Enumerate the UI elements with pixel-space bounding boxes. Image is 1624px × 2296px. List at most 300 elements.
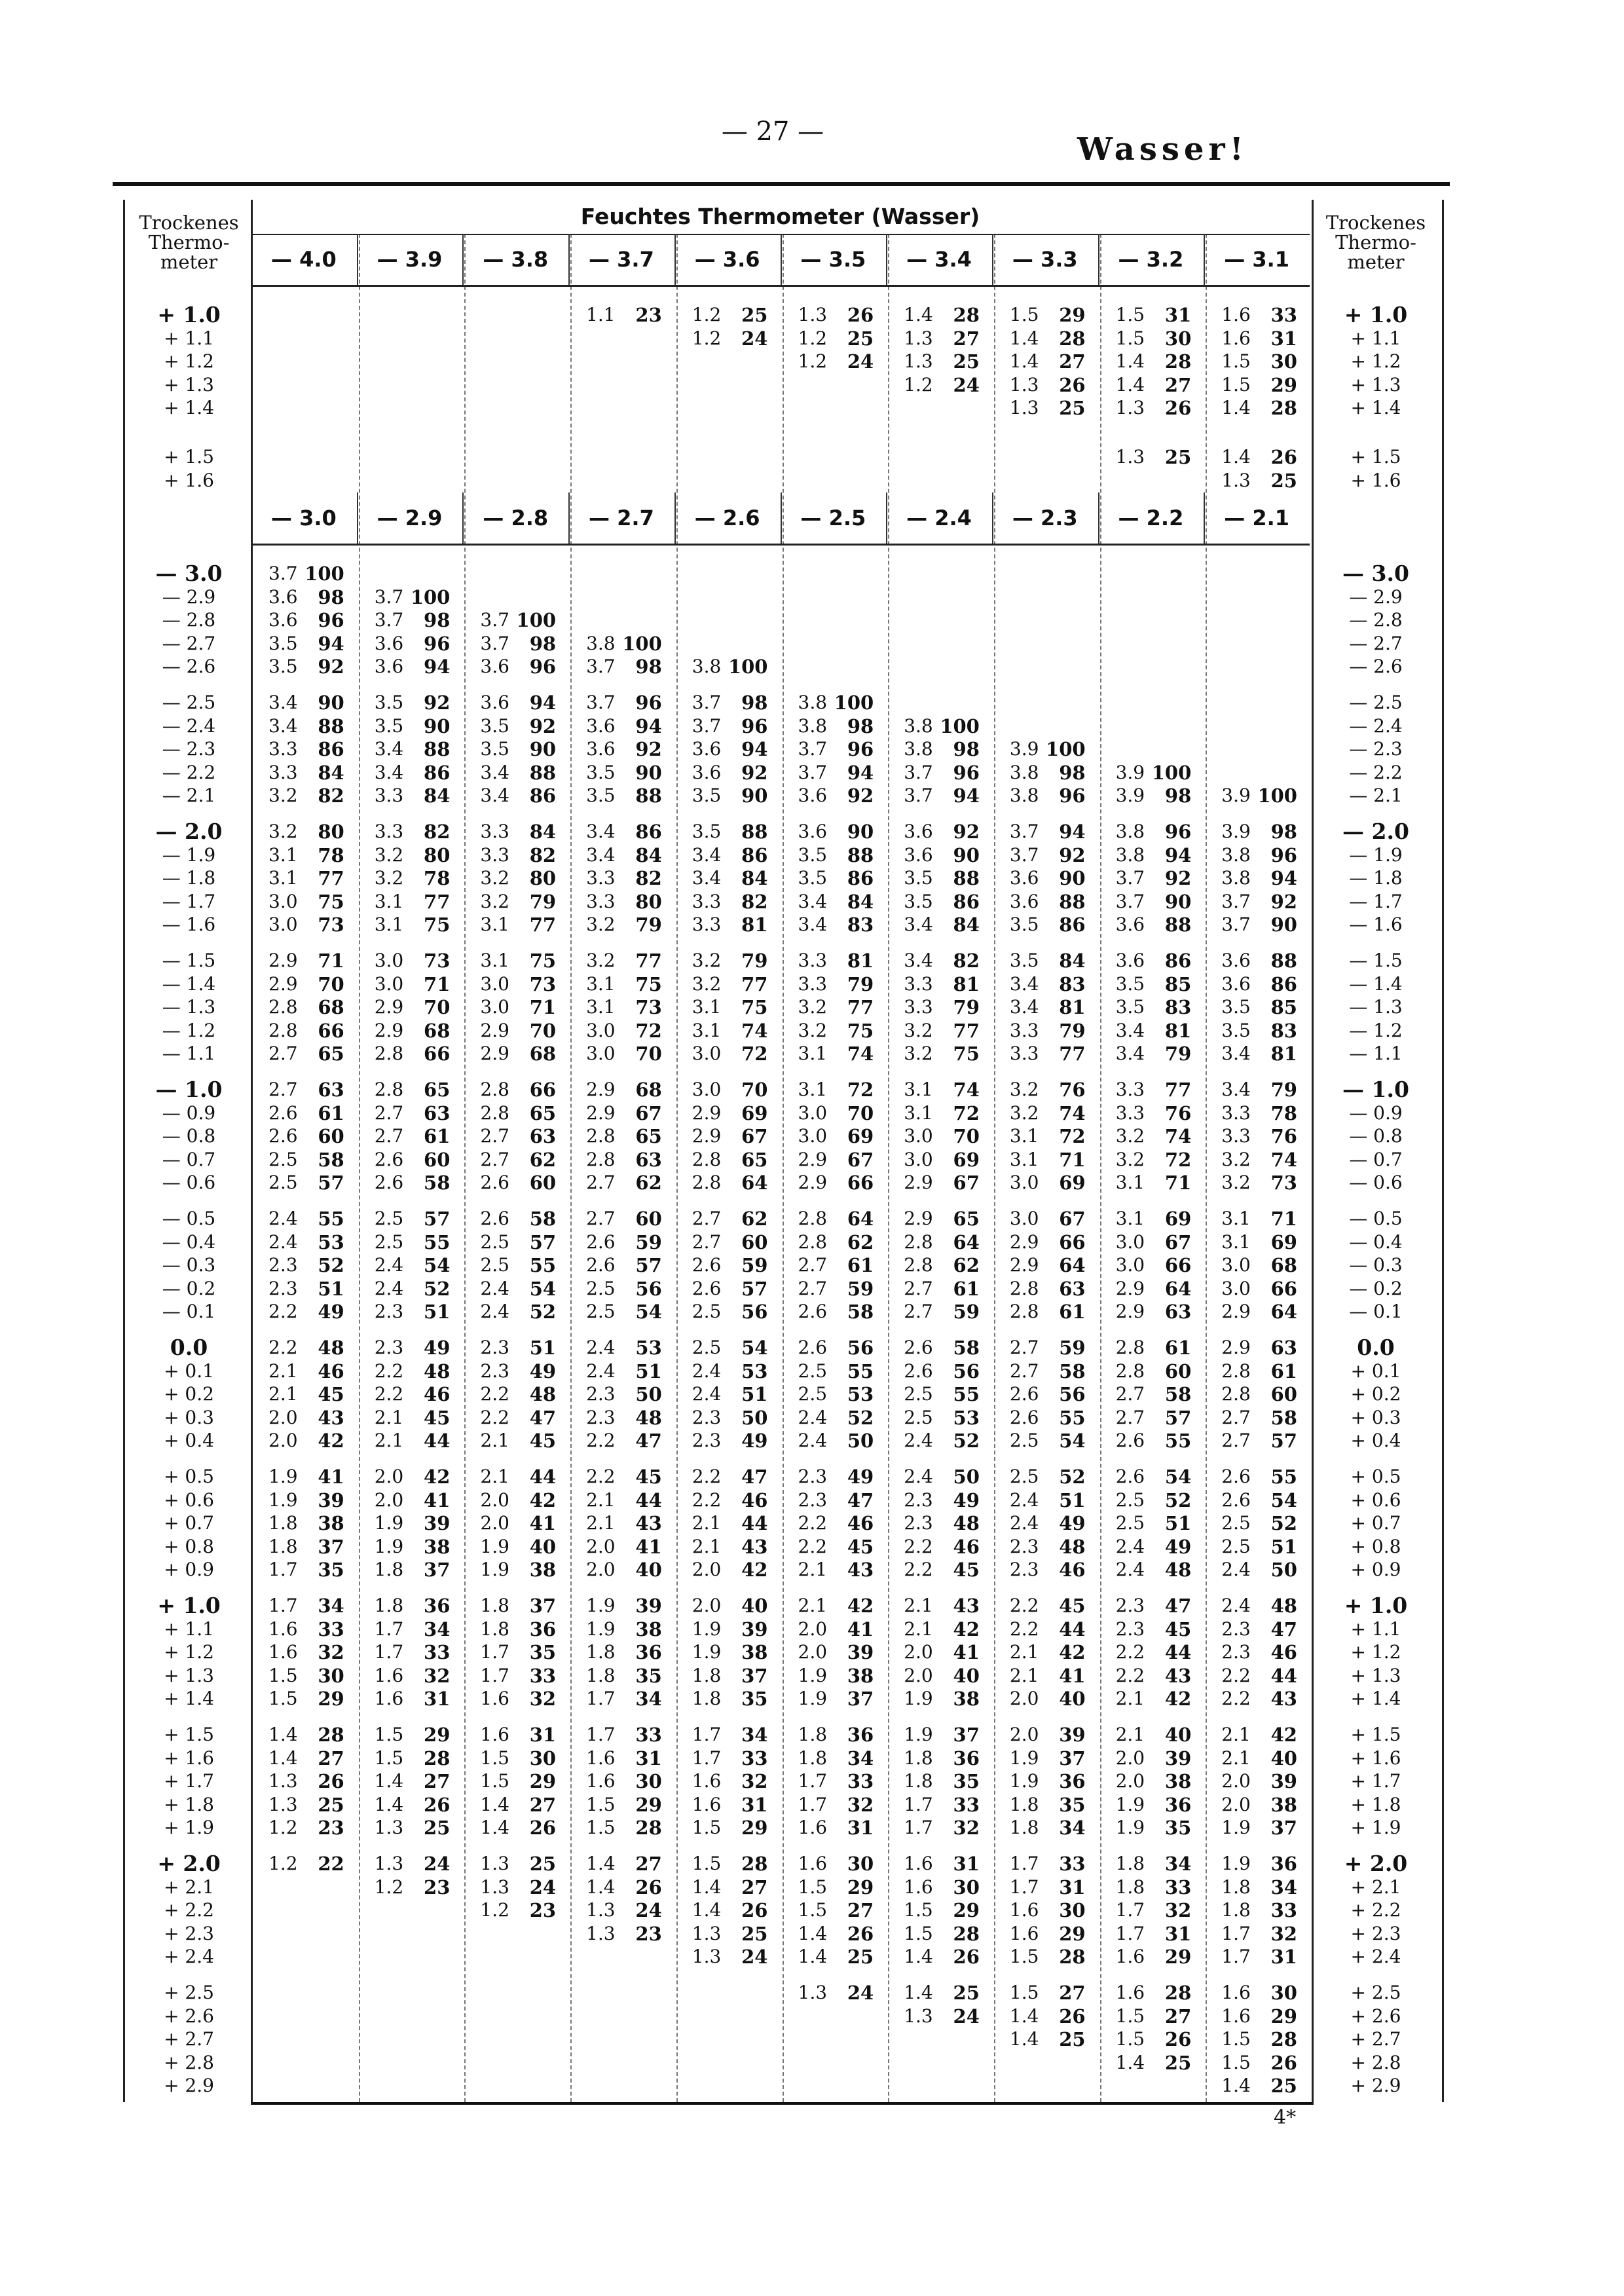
- relative-humidity-value: 47: [529, 1406, 557, 1429]
- vapor-pressure-value: 2.4: [268, 1208, 298, 1229]
- table-cell: [1010, 398, 1086, 418]
- table-cell: [375, 1103, 451, 1124]
- vapor-pressure-value: 1.4: [1115, 350, 1145, 372]
- table-cell: [1221, 398, 1297, 418]
- vapor-pressure-value: 3.5: [586, 761, 616, 783]
- relative-humidity-value: 58: [1270, 1406, 1297, 1429]
- vapor-pressure-value: 1.4: [904, 304, 933, 325]
- wet-temp-header: — 3.1: [1224, 247, 1290, 272]
- relative-humidity-value: 41: [1059, 1664, 1086, 1687]
- table-cell: [586, 1877, 662, 1898]
- vapor-pressure-value: 3.2: [1221, 1148, 1251, 1170]
- table-cell: [904, 1126, 980, 1147]
- table-cell: [375, 1536, 451, 1557]
- table-cell: [586, 1384, 662, 1405]
- vapor-pressure-value: 2.0: [586, 1559, 616, 1580]
- dry-temp-label: — 1.4: [162, 972, 216, 995]
- relative-humidity-value: 71: [318, 950, 344, 972]
- table-cell: [586, 739, 662, 760]
- vapor-pressure-value: 2.3: [692, 1406, 722, 1428]
- relative-humidity-value: 60: [318, 1125, 344, 1147]
- relative-humidity-value: 46: [847, 1512, 874, 1534]
- relative-humidity-value: 36: [635, 1641, 662, 1663]
- table-cell: [375, 868, 451, 889]
- relative-humidity-value: 98: [741, 692, 768, 714]
- vapor-pressure-value: 2.6: [480, 1208, 509, 1229]
- vapor-pressure-value: 3.0: [1009, 1208, 1039, 1229]
- vapor-pressure-value: 1.4: [586, 1876, 616, 1898]
- relative-humidity-value: 29: [1270, 2005, 1297, 2028]
- dry-temp-label: 0.0: [1357, 1335, 1395, 1360]
- vapor-pressure-value: 2.6: [798, 1301, 828, 1322]
- relative-humidity-value: 72: [635, 1019, 662, 1042]
- vapor-pressure-value: 1.6: [480, 1724, 509, 1745]
- table-cell: [692, 305, 768, 325]
- dry-temp-label: + 1.6: [1350, 1747, 1401, 1769]
- vapor-pressure-value: 3.0: [798, 1102, 828, 1124]
- vapor-pressure-value: 2.2: [798, 1512, 828, 1534]
- relative-humidity-value: 74: [1164, 1125, 1192, 1147]
- relative-humidity-value: 50: [847, 1430, 874, 1452]
- vapor-pressure-value: 2.3: [586, 1383, 616, 1405]
- relative-humidity-value: 86: [1164, 950, 1192, 972]
- vapor-pressure-value: 3.1: [586, 972, 616, 995]
- relative-humidity-value: 68: [529, 1043, 557, 1065]
- dry-temp-label: + 1.0: [157, 1593, 221, 1618]
- table-cell: [1221, 845, 1297, 866]
- dry-temp-label: — 0.7: [1349, 1148, 1403, 1170]
- table-cell: [268, 692, 344, 713]
- vapor-pressure-value: 2.6: [1115, 1430, 1145, 1451]
- vapor-pressure-value: 1.6: [798, 1853, 828, 1874]
- vapor-pressure-value: 1.8: [1221, 1876, 1251, 1898]
- relative-humidity-value: 28: [635, 1817, 662, 1839]
- dry-temp-label: — 0.3: [1349, 1254, 1403, 1276]
- relative-humidity-value: 51: [1164, 1512, 1192, 1534]
- dry-temp-label: + 1.1: [164, 1618, 214, 1640]
- table-cell: [586, 305, 662, 325]
- vapor-pressure-value: 3.6: [1221, 950, 1251, 971]
- relative-humidity-value: 46: [741, 1489, 768, 1511]
- table-cell: [692, 868, 768, 889]
- relative-humidity-value: 64: [741, 1172, 768, 1194]
- vapor-pressure-value: 1.4: [374, 1793, 404, 1815]
- vapor-pressure-value: 1.8: [480, 1595, 509, 1616]
- relative-humidity-value: 90: [635, 761, 662, 784]
- table-cell: [692, 1771, 768, 1792]
- vapor-pressure-value: 2.2: [692, 1466, 722, 1487]
- table-cell: [480, 1278, 556, 1299]
- table-cell: [1221, 1513, 1297, 1534]
- dry-temp-label: + 1.4: [164, 1688, 214, 1709]
- vapor-pressure-value: 3.1: [480, 914, 509, 935]
- dry-temp-label: — 2.2: [162, 761, 216, 783]
- vapor-pressure-value: 2.5: [1009, 1430, 1039, 1451]
- vapor-pressure-value: 3.0: [692, 1079, 722, 1100]
- table-cell: [1221, 1748, 1297, 1769]
- table-cell: [904, 1232, 980, 1253]
- table-cell: [268, 1384, 344, 1405]
- table-cell: [1221, 1490, 1297, 1511]
- relative-humidity-value: 98: [1059, 761, 1086, 784]
- vapor-pressure-value: 2.0: [1115, 1747, 1145, 1769]
- table-cell: [904, 974, 980, 995]
- wet-temp-header: — 2.8: [483, 506, 549, 530]
- relative-humidity-value: 66: [847, 1172, 874, 1194]
- table-cell: [798, 1642, 874, 1663]
- relative-humidity-value: 31: [1270, 1946, 1297, 1968]
- vapor-pressure-value: 3.4: [268, 714, 298, 737]
- vapor-pressure-value: 1.4: [1009, 327, 1039, 349]
- relative-humidity-value: 31: [1270, 327, 1297, 350]
- table-cell: [798, 716, 874, 737]
- table-cell: [798, 762, 874, 783]
- table-cell: [1010, 1794, 1086, 1815]
- vapor-pressure-value: 2.2: [480, 1406, 509, 1428]
- dry-temp-label: — 2.2: [1349, 761, 1403, 783]
- relative-humidity-value: 28: [741, 1853, 768, 1875]
- vapor-pressure-value: 2.3: [904, 1489, 933, 1511]
- vapor-pressure-value: 1.4: [692, 1899, 722, 1921]
- table-cell: [268, 1642, 344, 1663]
- table-cell: [480, 1642, 556, 1663]
- table-cell: [798, 1559, 874, 1580]
- relative-humidity-value: 54: [1270, 1489, 1297, 1511]
- relative-humidity-value: 92: [318, 656, 344, 678]
- relative-humidity-value: 96: [1164, 821, 1192, 843]
- table-cell: [1221, 1103, 1297, 1124]
- relative-humidity-value: 52: [529, 1301, 557, 1323]
- vapor-pressure-value: 1.9: [1115, 1793, 1145, 1815]
- dry-temp-label: — 1.2: [162, 1019, 216, 1041]
- vapor-pressure-value: 3.1: [374, 890, 404, 912]
- relative-humidity-value: 33: [953, 1793, 980, 1816]
- dry-temp-label: + 0.2: [1350, 1383, 1401, 1405]
- vapor-pressure-value: 3.5: [480, 714, 509, 737]
- table-cell: [1116, 821, 1192, 842]
- table-cell: [904, 1513, 980, 1534]
- table-cell: [1116, 1900, 1192, 1921]
- relative-humidity-value: 41: [529, 1512, 557, 1534]
- relative-humidity-value: 25: [318, 1793, 344, 1816]
- table-cell: [692, 845, 768, 866]
- vapor-pressure-value: 2.9: [268, 972, 298, 995]
- table-cell: [1221, 997, 1297, 1018]
- vapor-pressure-value: 3.6: [798, 785, 828, 806]
- table-cell: [1116, 762, 1192, 783]
- table-cell: [586, 1490, 662, 1511]
- table-cell: [798, 1619, 874, 1640]
- vapor-pressure-value: 1.3: [1009, 373, 1039, 396]
- relative-humidity-value: 36: [847, 1724, 874, 1746]
- vapor-pressure-value: 3.6: [586, 714, 616, 737]
- relative-humidity-value: 28: [424, 1747, 451, 1769]
- vapor-pressure-value: 1.9: [268, 1489, 298, 1511]
- vapor-pressure-value: 3.7: [798, 761, 828, 783]
- table-cell: [268, 785, 344, 806]
- table-cell: [375, 1126, 451, 1147]
- vapor-pressure-value: 2.0: [692, 1559, 722, 1580]
- relative-humidity-value: 92: [847, 785, 874, 807]
- table-cell: [480, 762, 556, 783]
- vapor-pressure-value: 3.0: [374, 972, 404, 995]
- dry-temp-label: — 2.5: [1349, 692, 1403, 713]
- table-cell: [375, 1724, 451, 1745]
- relative-humidity-value: 46: [318, 1360, 344, 1382]
- table-cell: [480, 1255, 556, 1276]
- relative-humidity-value: 44: [424, 1430, 451, 1452]
- dry-temp-label: — 0.5: [1349, 1208, 1403, 1229]
- table-cell: [480, 739, 556, 760]
- relative-humidity-value: 34: [1164, 1853, 1192, 1875]
- relative-humidity-value: 26: [1164, 2028, 1192, 2050]
- relative-humidity-value: 54: [635, 1301, 662, 1323]
- relative-humidity-value: 98: [953, 738, 980, 760]
- table-cell: [692, 1407, 768, 1428]
- vapor-pressure-value: 2.5: [268, 1148, 298, 1170]
- table-cell: [1221, 2052, 1297, 2073]
- vapor-pressure-value: 3.3: [268, 738, 298, 760]
- dry-temp-label: + 1.4: [1350, 397, 1401, 418]
- vapor-pressure-value: 1.8: [798, 1724, 828, 1745]
- table-cell: [268, 1771, 344, 1792]
- vapor-pressure-value: 2.1: [480, 1466, 509, 1487]
- vapor-pressure-value: 2.9: [1115, 1277, 1145, 1299]
- table-cell: [268, 1020, 344, 1041]
- table-cell: [904, 1771, 980, 1792]
- relative-humidity-value: 26: [318, 1770, 344, 1792]
- vapor-pressure-value: 1.5: [480, 1747, 509, 1769]
- table-cell: [1116, 1513, 1192, 1534]
- table-cell: [1116, 1724, 1192, 1745]
- table-cell: [1010, 1853, 1086, 1874]
- dry-temp-label: + 2.0: [157, 1851, 221, 1876]
- table-cell: [692, 1817, 768, 1838]
- vapor-pressure-value: 2.7: [480, 1148, 509, 1170]
- vapor-pressure-value: 1.5: [586, 1793, 616, 1815]
- vapor-pressure-value: 2.3: [586, 1406, 616, 1428]
- relative-humidity-value: 90: [529, 738, 557, 760]
- relative-humidity-value: 36: [1059, 1770, 1086, 1792]
- table-cell: [1221, 1149, 1297, 1170]
- relative-humidity-value: 96: [1059, 785, 1086, 807]
- table-cell: [692, 1255, 768, 1276]
- relative-humidity-value: 63: [635, 1148, 662, 1171]
- vapor-pressure-value: 2.0: [480, 1512, 509, 1534]
- table-cell: [798, 1724, 874, 1745]
- relative-humidity-value: 83: [1059, 972, 1086, 995]
- table-cell: [692, 1559, 768, 1580]
- relative-humidity-value: 42: [529, 1489, 557, 1511]
- table-cell: [480, 1536, 556, 1557]
- table-cell: [798, 1103, 874, 1124]
- dry-temp-label: + 2.6: [164, 2005, 214, 2027]
- vapor-pressure-value: 1.3: [1115, 446, 1145, 468]
- vapor-pressure-value: 1.6: [1221, 2005, 1251, 2027]
- table-cell: [692, 974, 768, 995]
- vapor-pressure-value: 2.3: [374, 1301, 404, 1322]
- table-cell: [480, 1126, 556, 1147]
- relative-humidity-value: 79: [1164, 1043, 1192, 1065]
- vapor-pressure-value: 1.6: [268, 1641, 298, 1663]
- vapor-pressure-value: 1.7: [798, 1793, 828, 1815]
- vapor-pressure-value: 2.5: [1009, 1466, 1039, 1487]
- dry-temp-label: — 0.9: [1349, 1102, 1403, 1124]
- relative-humidity-value: 27: [847, 1899, 874, 1921]
- vapor-pressure-value: 1.9: [1009, 1747, 1039, 1769]
- vapor-pressure-value: 3.4: [1009, 996, 1039, 1018]
- vapor-pressure-value: 1.3: [692, 1922, 722, 1944]
- vapor-pressure-value: 1.5: [692, 1817, 722, 1838]
- dry-temp-label: + 1.5: [1350, 446, 1401, 468]
- relative-humidity-value: 30: [1270, 350, 1297, 373]
- vapor-pressure-value: 3.4: [268, 692, 298, 713]
- relative-humidity-value: 88: [741, 821, 768, 843]
- table-cell: [904, 1208, 980, 1229]
- vapor-pressure-value: 2.6: [268, 1125, 298, 1147]
- relative-humidity-value: 90: [1164, 890, 1192, 913]
- table-cell: [480, 1513, 556, 1534]
- dry-temp-label: — 1.3: [162, 996, 216, 1018]
- relative-humidity-value: 67: [635, 1102, 662, 1124]
- vapor-pressure-value: 2.0: [268, 1430, 298, 1451]
- table-cell: [268, 1208, 344, 1229]
- vapor-pressure-value: 3.2: [798, 1019, 828, 1041]
- table-cell: [798, 891, 874, 912]
- relative-humidity-value: 25: [1059, 397, 1086, 419]
- dry-temp-label: — 2.6: [162, 656, 216, 677]
- table-cell: [1010, 328, 1086, 349]
- table-cell: [375, 1490, 451, 1511]
- relative-humidity-value: 40: [635, 1559, 662, 1581]
- vapor-pressure-value: 2.1: [1009, 1641, 1039, 1663]
- relative-humidity-value: 94: [847, 761, 874, 784]
- table-cell: [1221, 2029, 1297, 2050]
- table-cell: [1116, 1103, 1192, 1124]
- relative-humidity-value: 40: [953, 1664, 980, 1687]
- vapor-pressure-value: 3.8: [904, 738, 933, 760]
- table-cell: [1010, 1642, 1086, 1663]
- vapor-pressure-value: 1.3: [480, 1853, 509, 1874]
- relative-humidity-value: 61: [1059, 1301, 1086, 1323]
- relative-humidity-value: 53: [318, 1231, 344, 1253]
- relative-humidity-value: 45: [953, 1559, 980, 1581]
- table-cell: [268, 716, 344, 737]
- dry-temp-label: — 2.1: [162, 785, 216, 806]
- relative-humidity-value: 50: [1270, 1559, 1297, 1581]
- vapor-pressure-value: 1.7: [480, 1641, 509, 1663]
- relative-humidity-value: 90: [1059, 867, 1086, 889]
- dry-temp-label: + 1.5: [1350, 1724, 1401, 1745]
- table-cell: [904, 1361, 980, 1382]
- table-cell: [798, 1232, 874, 1253]
- table-cell: [798, 845, 874, 866]
- dry-temp-label: + 0.2: [164, 1383, 214, 1405]
- table-cell: [1116, 1384, 1192, 1405]
- vapor-pressure-value: 3.6: [480, 692, 509, 713]
- dry-temp-label: + 2.2: [164, 1899, 214, 1921]
- vapor-pressure-value: 2.3: [1009, 1535, 1039, 1557]
- relative-humidity-value: 35: [635, 1664, 662, 1687]
- table-cell: [692, 328, 768, 349]
- vapor-pressure-value: 2.2: [268, 1301, 298, 1322]
- table-cell: [798, 997, 874, 1018]
- dry-temp-label: — 1.9: [1349, 843, 1403, 866]
- table-cell: [1221, 2006, 1297, 2027]
- relative-humidity-value: 84: [953, 914, 980, 936]
- vapor-pressure-value: 1.5: [904, 1922, 933, 1944]
- relative-humidity-value: 83: [847, 914, 874, 936]
- table-cell: [586, 1466, 662, 1487]
- table-cell: [904, 1688, 980, 1709]
- vapor-pressure-value: 1.7: [1221, 1922, 1251, 1944]
- vapor-pressure-value: 2.3: [1115, 1595, 1145, 1616]
- relative-humidity-value: 100: [516, 609, 557, 631]
- vapor-pressure-value: 3.5: [904, 890, 933, 912]
- dry-temp-label: — 0.5: [162, 1208, 216, 1229]
- table-cell: [480, 633, 556, 654]
- relative-humidity-value: 58: [953, 1337, 980, 1359]
- relative-humidity-value: 81: [953, 972, 980, 995]
- wet-temp-header: — 2.4: [906, 506, 972, 530]
- dry-temp-label: + 1.6: [164, 469, 214, 491]
- table-cell: [798, 1079, 874, 1100]
- relative-humidity-value: 83: [1270, 1019, 1297, 1042]
- table-cell: [798, 1466, 874, 1487]
- vapor-pressure-value: 1.9: [798, 1688, 828, 1709]
- vapor-pressure-value: 3.8: [1221, 867, 1251, 889]
- relative-humidity-value: 82: [424, 821, 451, 843]
- dry-temp-label: + 2.4: [164, 1946, 214, 1967]
- table-cell: [480, 1172, 556, 1193]
- vapor-pressure-value: 1.6: [1009, 1922, 1039, 1944]
- table-cell: [375, 1255, 451, 1276]
- relative-humidity-value: 26: [635, 1876, 662, 1898]
- vapor-pressure-value: 3.5: [798, 843, 828, 866]
- relative-humidity-value: 34: [318, 1595, 344, 1617]
- table-cell: [904, 1301, 980, 1322]
- table-cell: [480, 1384, 556, 1405]
- vapor-pressure-value: 2.2: [1221, 1664, 1251, 1686]
- table-cell: [1221, 1982, 1297, 2003]
- vapor-pressure-value: 1.8: [1115, 1876, 1145, 1898]
- vapor-pressure-value: 3.6: [798, 821, 828, 842]
- vapor-pressure-value: 3.5: [798, 867, 828, 889]
- table-cell: [1010, 1877, 1086, 1898]
- relative-humidity-value: 92: [741, 761, 768, 784]
- table-cell: [692, 1536, 768, 1557]
- table-cell: [692, 656, 768, 677]
- vapor-pressure-value: 2.3: [268, 1254, 298, 1276]
- table-cell: [1010, 1748, 1086, 1769]
- relative-humidity-value: 26: [529, 1817, 557, 1839]
- vapor-pressure-value: 1.3: [904, 2005, 933, 2027]
- vapor-pressure-value: 1.4: [268, 1747, 298, 1769]
- table-cell: [375, 1208, 451, 1229]
- relative-humidity-value: 88: [847, 843, 874, 866]
- vapor-pressure-value: 2.9: [1221, 1301, 1251, 1322]
- vapor-pressure-value: 2.6: [268, 1102, 298, 1124]
- vapor-pressure-value: 3.3: [374, 785, 404, 806]
- vapor-pressure-value: 2.9: [586, 1102, 616, 1124]
- relative-humidity-value: 59: [635, 1231, 662, 1253]
- table-cell: [904, 351, 980, 372]
- relative-humidity-value: 32: [529, 1688, 557, 1710]
- dry-temp-label: + 1.1: [1350, 327, 1401, 349]
- vapor-pressure-value: 2.2: [586, 1430, 616, 1451]
- vapor-pressure-value: 2.1: [798, 1559, 828, 1580]
- dry-temp-label: + 2.3: [164, 1922, 214, 1944]
